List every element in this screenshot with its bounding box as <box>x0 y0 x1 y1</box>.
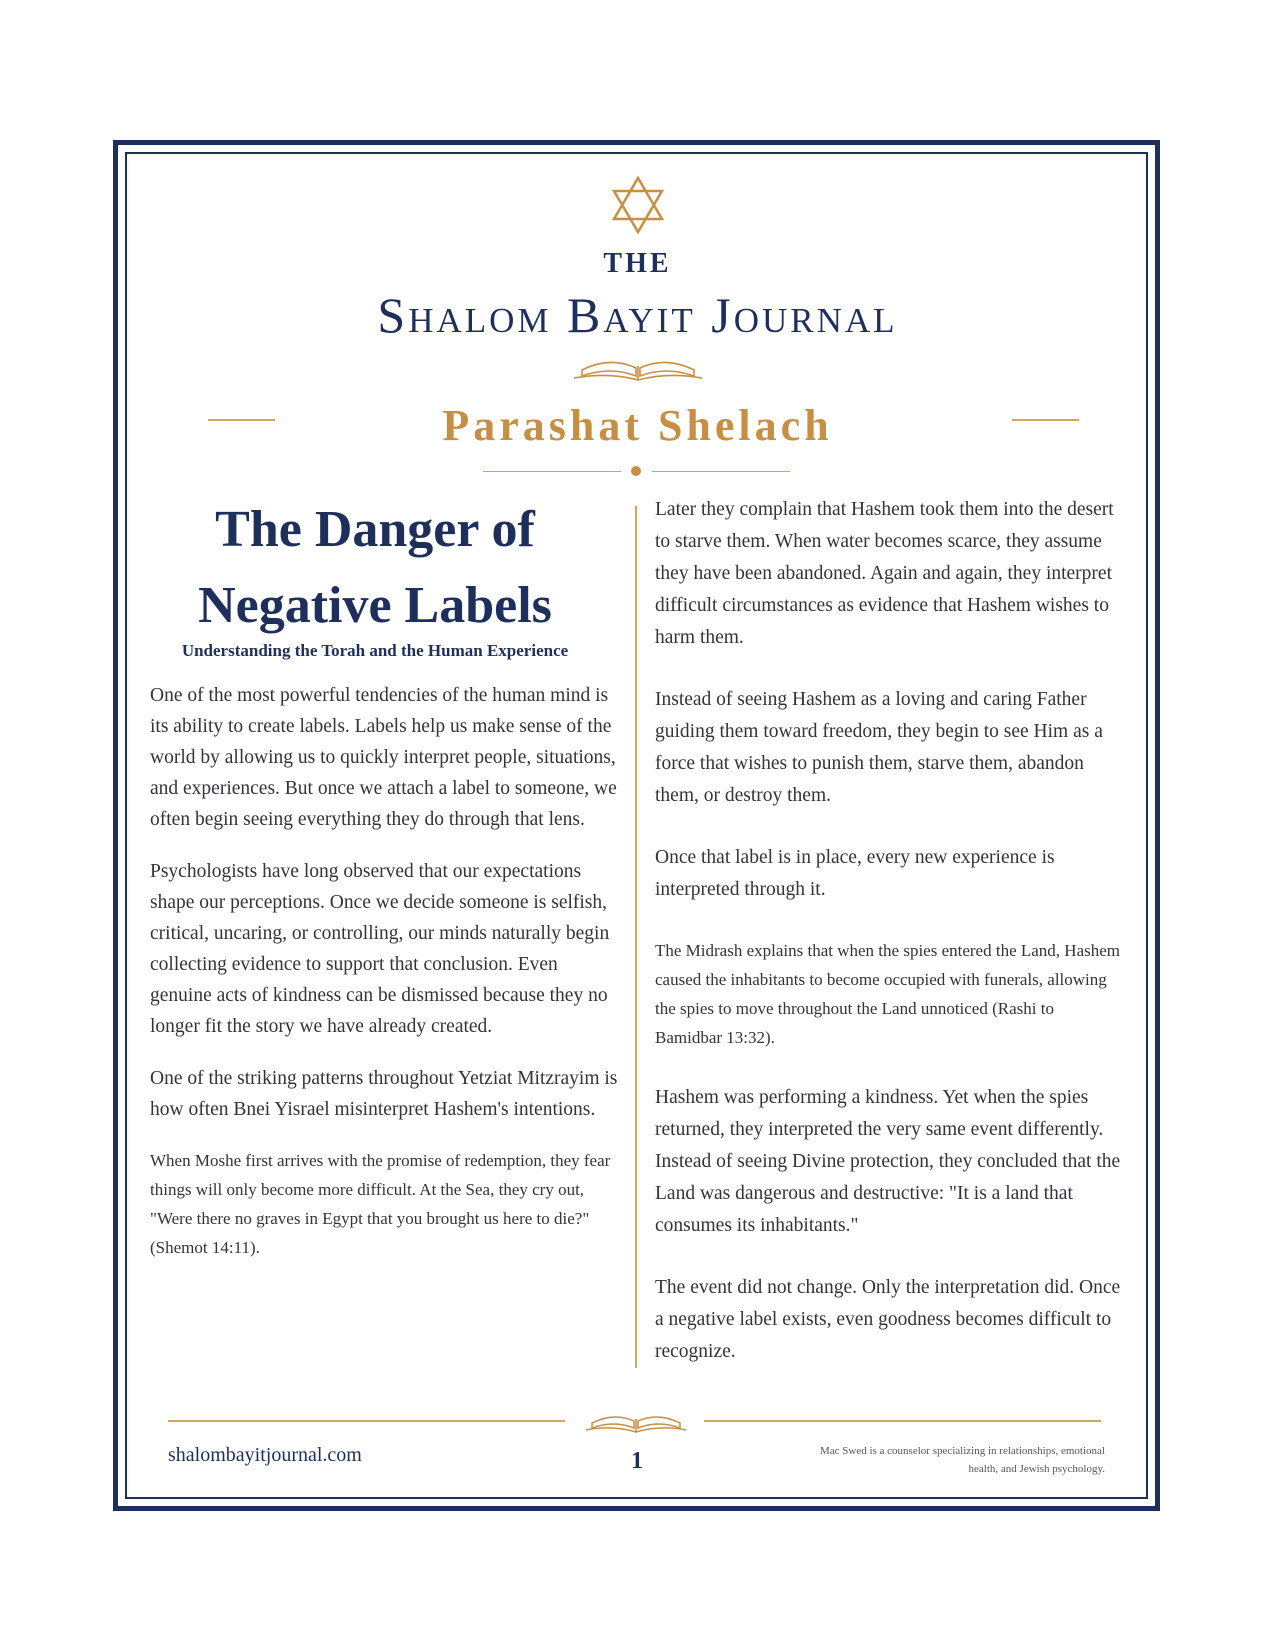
body-paragraph: One of the striking patterns throughout Yetziat Mitzrayim is how often Bnei Yisrael misinterpret Hashem's intentions. <box>150 1068 618 1120</box>
page-number: 1 <box>631 1448 643 1474</box>
body-paragraph: Psychologists have long observed that our expectations shape our perceptions. Once we decide someone is selfish, critical, uncaring, or controlling, our minds naturally begin collecting evidence to support that conclusion. Even genuine acts of kindness can be dismissed because they no longer fit the story we have already created. <box>150 861 610 1037</box>
right-column <box>655 494 1125 1368</box>
column-divider <box>635 506 637 1368</box>
open-book-icon <box>584 1408 688 1434</box>
ornament-rule-left <box>483 471 621 472</box>
website-link[interactable]: shalombayitjournal.com <box>168 1444 362 1466</box>
body-paragraph: One of the most powerful tendencies of the human mind is its ability to create labels. Labels help us make sense of the world by allowing us to quickly interpret people, situations, and experiences. But once we attach a label to someone, we often begin seeing everything they do through that lens. <box>150 685 617 830</box>
body-paragraph: The Midrash explains that when the spies entered the Land, Hashem caused the inhabitants to become occupied with funerals, allowing the spies to move throughout the Land unnoticed (Rashi to Bamidbar 13:32). <box>655 941 1121 1047</box>
ornament-dot <box>631 466 641 476</box>
footer-rule-left <box>168 1420 565 1422</box>
body-paragraph: When Moshe first arrives with the promise of redemption, they fear things will only become more difficult. At the Sea, they cry out, "Were there no graves in Egypt that you brought us here to die?" (Shemot 14:11). <box>150 1151 611 1257</box>
star-of-david-icon <box>610 175 666 235</box>
open-book-icon <box>572 352 704 382</box>
body-paragraph: Hashem was performing a kindness. Yet when the spies returned, they interpreted the very same event differently. Instead of seeing Divine protection, they concluded that the Land was dangerous and destructive: "It is a land that consumes its inhabitants." <box>655 1087 1121 1236</box>
body-paragraph: The event did not change. Only the interpretation did. Once a negative label exists, even goodness becomes difficult to recognize. <box>655 1277 1121 1362</box>
masthead-title: Shalom Bayit Journal <box>377 287 898 343</box>
ornament-rule-right <box>652 471 790 472</box>
body-paragraph: Instead of seeing Hashem as a loving and caring Father guiding them toward freedom, they begin to see Him as a force that wishes to punish them, starve them, abandon them, or destroy them. <box>655 689 1103 806</box>
masthead-article: THE <box>603 248 672 279</box>
author-bio: Mac Swed is a counselor specializing in relationships, emotional health, and Jewish psychology. <box>819 1445 1105 1475</box>
article-title <box>150 492 600 644</box>
left-column <box>150 680 620 1262</box>
article-title-line-1: The Danger of <box>215 501 535 558</box>
article-title-line-2: Negative Labels <box>198 577 552 634</box>
footer-rule-right <box>704 1420 1101 1422</box>
parasha-title: Parashat Shelach <box>442 401 833 450</box>
body-paragraph: Later they complain that Hashem took them into the desert to starve them. When water becomes scarce, they assume they have been abandoned. Again and again, they interpret difficult circumstances as evidence that Hashem wishes to harm them. <box>655 499 1114 648</box>
article-subtitle: Understanding the Torah and the Human Experience <box>181 641 569 660</box>
body-paragraph: Once that label is in place, every new experience is interpreted through it. <box>655 847 1055 900</box>
